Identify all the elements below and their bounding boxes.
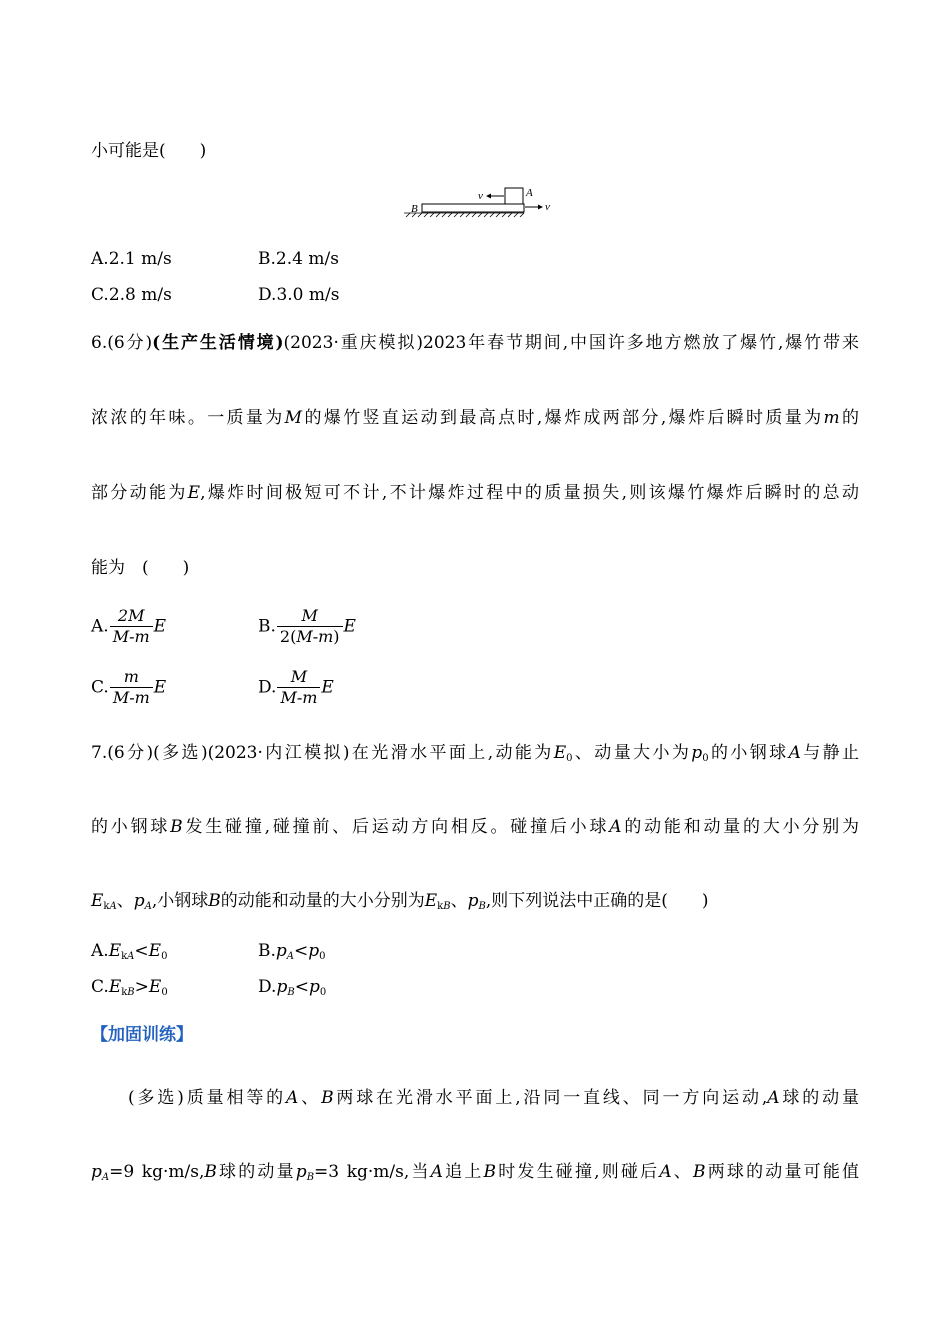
- q5-option-a: A.2.1 m/s: [91, 249, 172, 269]
- reinforce-line-2: $p_A=9$ kg·m/s,B球的动量$p_B=3$ kg·m/s,当A追上B时发生碰撞,则碰后A、B两球的动量可能值: [91, 1162, 860, 1183]
- board-b: [422, 204, 524, 212]
- block-a: [505, 188, 523, 204]
- q5-figure: [402, 183, 562, 225]
- q6-option-b: B. $\frac{M}{2(M-m)}$ E: [258, 606, 356, 646]
- q7-line-2: 的小钢球B发生碰撞,碰撞前、后运动方向相反。碰撞后小球A的动能和动量的大小分别为: [91, 817, 860, 837]
- fraction: $\frac{M}{2(M-m)}$: [277, 606, 343, 647]
- q5-question-tail: 小可能是( ): [91, 141, 207, 161]
- q7-line-3: $E_{kA}$、$p_A$,小钢球B的动能和动量的大小分别为$E_{kB}$、$p_B$,则下列说法中正确的是( ): [91, 891, 709, 912]
- q6-line-4: 能为 ( ): [91, 558, 190, 578]
- q7-option-b: $B.p_A<p_0$: [258, 941, 326, 962]
- q6-option-a: A. $\frac{2M}{M-m}$ E: [91, 606, 167, 646]
- q5-option-d: D.3.0 m/s: [258, 285, 340, 305]
- q7-option-d: $D.p_B<p_0$: [258, 977, 327, 998]
- q5-option-b: B.2.4 m/s: [258, 249, 339, 269]
- q7-option-a: $A.E_{kA}<E_0$: [91, 941, 168, 962]
- label-b: B: [411, 203, 418, 215]
- reinforce-title: 【加固训练】: [91, 1025, 193, 1045]
- reinforce-line-1: (多选)质量相等的A、B两球在光滑水平面上,沿同一直线、同一方向运动,A球的动量: [128, 1088, 860, 1108]
- arrow-left-head-icon: [486, 194, 491, 199]
- fraction: $\frac{M}{M-m}$: [277, 667, 320, 708]
- q6-option-d: D. $\frac{M}{M-m}$ E: [258, 667, 334, 707]
- arrow-right-head-icon: [538, 205, 543, 210]
- q7-option-c: $C.E_{kB}>E_0$: [91, 977, 168, 998]
- q5-option-c: C.2.8 m/s: [91, 285, 172, 305]
- fraction: $\frac{m}{M-m}$: [110, 667, 153, 708]
- q6-line-1: 6.(6分)(生产生活情境)(2023·重庆模拟)2023年春节期间,中国许多地方燃放了爆竹,爆竹带来: [91, 333, 859, 353]
- fraction: $\frac{2M}{M-m}$: [110, 606, 153, 647]
- q6-line-2: 浓浓的年味。一质量为M的爆竹竖直运动到最高点时,爆炸成两部分,爆炸后瞬时质量为m的: [91, 408, 860, 428]
- label-v-left: v: [478, 190, 483, 202]
- ground-hatch: [404, 213, 524, 217]
- label-v-right: v: [545, 201, 550, 213]
- q6-line-3: 部分动能为E,爆炸时间极短可不计,不计爆炸过程中的质量损失,则该爆竹爆炸后瞬时的总动: [91, 483, 859, 503]
- label-a: A: [526, 187, 533, 199]
- q6-option-c: C. $\frac{m}{M-m}$ E: [91, 667, 167, 707]
- q7-line-1: 7.(6分)(多选)(2023·内江模拟)在光滑水平面上,动能为$E_0$、动量大小为$p_0$的小钢球A与静止: [91, 743, 860, 764]
